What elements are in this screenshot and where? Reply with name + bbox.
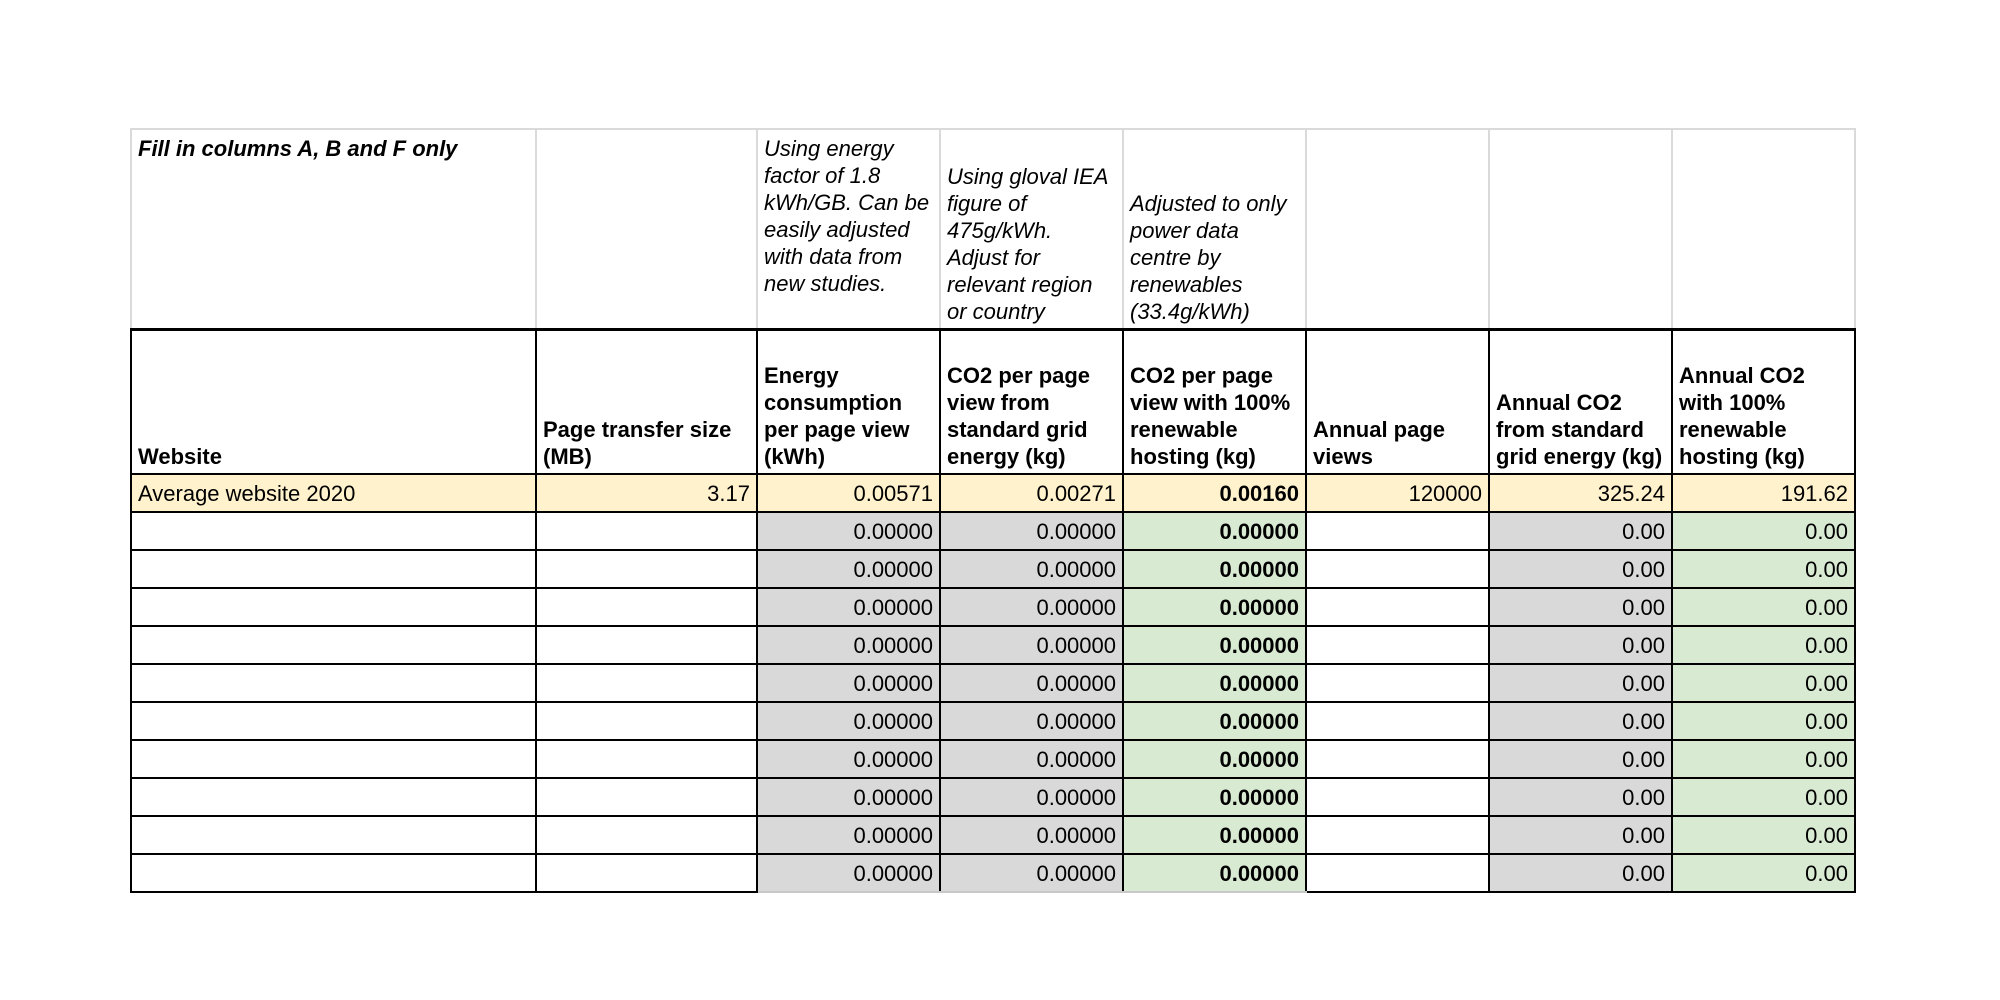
- annual-co2-renewable-cell[interactable]: 0.00: [1672, 550, 1855, 588]
- website-cell[interactable]: [131, 816, 536, 854]
- co2-grid-cell[interactable]: 0.00000: [940, 626, 1123, 664]
- energy-cell[interactable]: 0.00000: [757, 702, 940, 740]
- co2-grid-cell[interactable]: 0.00000: [940, 816, 1123, 854]
- table-row: [131, 702, 1855, 740]
- co2-renewable-cell[interactable]: 0.00000: [1123, 702, 1306, 740]
- energy-cell[interactable]: 0.00000: [757, 854, 940, 892]
- website-cell[interactable]: [131, 588, 536, 626]
- co2-grid-cell[interactable]: 0.00000: [940, 512, 1123, 550]
- co2-grid-cell[interactable]: 0.00000: [940, 664, 1123, 702]
- table-row: [131, 550, 1855, 588]
- annual-co2-renewable-cell[interactable]: 0.00: [1672, 512, 1855, 550]
- data-rows: [131, 474, 1855, 892]
- energy-cell[interactable]: 0.00000: [757, 816, 940, 854]
- annual-co2-grid-cell[interactable]: 0.00: [1489, 588, 1672, 626]
- average-website-row: [131, 474, 1855, 512]
- page-views-cell[interactable]: [1306, 626, 1489, 664]
- co2-grid-cell[interactable]: 0.00000: [940, 588, 1123, 626]
- website-cell[interactable]: [131, 702, 536, 740]
- header-co2-renewable[interactable]: CO2 per page view with 100% renewable hosting (kg): [1123, 329, 1306, 474]
- note-cell-b[interactable]: [536, 129, 757, 329]
- table-row: [131, 588, 1855, 626]
- energy-factor-note[interactable]: Using energy factor of 1.8 kWh/GB. Can be easily adjusted with data from new studies.: [757, 129, 940, 329]
- table-row: [131, 740, 1855, 778]
- page-size-cell[interactable]: [536, 512, 757, 550]
- table-row: [131, 664, 1855, 702]
- page-views-cell[interactable]: [1306, 550, 1489, 588]
- page-size-cell[interactable]: [536, 854, 757, 892]
- website-cell[interactable]: [131, 778, 536, 816]
- website-cell[interactable]: [131, 664, 536, 702]
- header-website[interactable]: Website: [131, 329, 536, 474]
- annual-co2-renewable-cell[interactable]: 0.00: [1672, 816, 1855, 854]
- annual-co2-renewable-cell[interactable]: 0.00: [1672, 588, 1855, 626]
- page-views-cell[interactable]: 120000: [1306, 474, 1489, 512]
- table-row: [131, 778, 1855, 816]
- energy-cell[interactable]: 0.00571: [757, 474, 940, 512]
- co2-renewable-cell[interactable]: 0.00160: [1123, 474, 1306, 512]
- note-cell-f[interactable]: [1306, 129, 1489, 329]
- co2-renewable-cell[interactable]: 0.00000: [1123, 626, 1306, 664]
- header-annual-page-views[interactable]: Annual page views: [1306, 329, 1489, 474]
- website-cell[interactable]: [131, 626, 536, 664]
- energy-cell[interactable]: 0.00000: [757, 664, 940, 702]
- co2-renewable-cell[interactable]: 0.00000: [1123, 512, 1306, 550]
- annual-co2-grid-cell[interactable]: 0.00: [1489, 512, 1672, 550]
- note-cell-g[interactable]: [1489, 129, 1672, 329]
- instruction-note[interactable]: Fill in columns A, B and F only: [131, 129, 536, 329]
- page-size-cell[interactable]: [536, 626, 757, 664]
- page-size-cell[interactable]: [536, 740, 757, 778]
- annual-co2-grid-cell[interactable]: 0.00: [1489, 626, 1672, 664]
- annual-co2-grid-cell[interactable]: 0.00: [1489, 702, 1672, 740]
- co2-renewable-cell[interactable]: 0.00000: [1123, 816, 1306, 854]
- annual-co2-grid-cell[interactable]: 0.00: [1489, 778, 1672, 816]
- energy-cell[interactable]: 0.00000: [757, 512, 940, 550]
- annual-co2-grid-cell[interactable]: 0.00: [1489, 854, 1672, 892]
- table-row: [131, 512, 1855, 550]
- carbon-calculator-table: [130, 128, 1856, 893]
- website-cell[interactable]: [131, 550, 536, 588]
- annual-co2-renewable-cell[interactable]: 191.62: [1672, 474, 1855, 512]
- page-views-cell[interactable]: [1306, 664, 1489, 702]
- page-views-cell[interactable]: [1306, 588, 1489, 626]
- page-size-cell[interactable]: [536, 778, 757, 816]
- website-cell[interactable]: Average website 2020: [131, 474, 536, 512]
- annual-co2-renewable-cell[interactable]: 0.00: [1672, 778, 1855, 816]
- page-size-cell[interactable]: [536, 816, 757, 854]
- co2-renewable-cell[interactable]: 0.00000: [1123, 778, 1306, 816]
- header-co2-standard-grid[interactable]: CO2 per page view from standard grid energy (kg): [940, 329, 1123, 474]
- annual-co2-grid-cell[interactable]: 0.00: [1489, 550, 1672, 588]
- page-size-cell[interactable]: [536, 550, 757, 588]
- co2-grid-cell[interactable]: 0.00271: [940, 474, 1123, 512]
- header-annual-co2-grid[interactable]: Annual CO2 from standard grid energy (kg): [1489, 329, 1672, 474]
- annual-co2-renewable-cell[interactable]: 0.00: [1672, 854, 1855, 892]
- energy-cell[interactable]: 0.00000: [757, 626, 940, 664]
- website-cell[interactable]: [131, 512, 536, 550]
- table-row: [131, 626, 1855, 664]
- annual-co2-grid-cell[interactable]: 0.00: [1489, 664, 1672, 702]
- co2-renewable-cell[interactable]: 0.00000: [1123, 664, 1306, 702]
- co2-grid-cell[interactable]: 0.00000: [940, 550, 1123, 588]
- website-cell[interactable]: [131, 854, 536, 892]
- website-cell[interactable]: [131, 740, 536, 778]
- energy-cell[interactable]: 0.00000: [757, 740, 940, 778]
- table-row: [131, 816, 1855, 854]
- co2-grid-cell[interactable]: 0.00000: [940, 854, 1123, 892]
- co2-grid-cell[interactable]: 0.00000: [940, 702, 1123, 740]
- page-views-cell[interactable]: [1306, 702, 1489, 740]
- energy-cell[interactable]: 0.00000: [757, 588, 940, 626]
- page-size-cell[interactable]: [536, 588, 757, 626]
- header-row: [131, 329, 1855, 474]
- page-views-cell[interactable]: [1306, 740, 1489, 778]
- co2-renewable-cell[interactable]: 0.00000: [1123, 854, 1306, 892]
- notes-row: [131, 129, 1855, 329]
- annual-co2-renewable-cell[interactable]: 0.00: [1672, 740, 1855, 778]
- energy-cell[interactable]: 0.00000: [757, 778, 940, 816]
- page-views-cell[interactable]: [1306, 854, 1489, 892]
- header-page-transfer-size[interactable]: Page transfer size (MB): [536, 329, 757, 474]
- energy-cell[interactable]: 0.00000: [757, 550, 940, 588]
- page-size-cell[interactable]: 3.17: [536, 474, 757, 512]
- table-row: [131, 854, 1855, 892]
- page-size-cell[interactable]: [536, 664, 757, 702]
- renewable-factor-note[interactable]: Adjusted to only power data centre by renewables (33.4g/kWh): [1123, 129, 1306, 329]
- header-annual-co2-renewable[interactable]: Annual CO2 with 100% renewable hosting (kg): [1672, 329, 1855, 474]
- page-views-cell[interactable]: [1306, 778, 1489, 816]
- annual-co2-renewable-cell[interactable]: 0.00: [1672, 664, 1855, 702]
- co2-renewable-cell[interactable]: 0.00000: [1123, 740, 1306, 778]
- header-energy-consumption[interactable]: Energy consumption per page view (kWh): [757, 329, 940, 474]
- co2-grid-cell[interactable]: 0.00000: [940, 778, 1123, 816]
- co2-renewable-cell[interactable]: 0.00000: [1123, 588, 1306, 626]
- note-cell-h[interactable]: [1672, 129, 1855, 329]
- co2-grid-cell[interactable]: 0.00000: [940, 740, 1123, 778]
- page-size-cell[interactable]: [536, 702, 757, 740]
- spreadsheet: [130, 128, 1856, 893]
- annual-co2-grid-cell[interactable]: 325.24: [1489, 474, 1672, 512]
- annual-co2-renewable-cell[interactable]: 0.00: [1672, 702, 1855, 740]
- page-views-cell[interactable]: [1306, 816, 1489, 854]
- annual-co2-grid-cell[interactable]: 0.00: [1489, 740, 1672, 778]
- page-views-cell[interactable]: [1306, 512, 1489, 550]
- co2-renewable-cell[interactable]: 0.00000: [1123, 550, 1306, 588]
- grid-factor-note[interactable]: Using gloval IEA figure of 475g/kWh. Adjust for relevant region or country: [940, 129, 1123, 329]
- annual-co2-grid-cell[interactable]: 0.00: [1489, 816, 1672, 854]
- annual-co2-renewable-cell[interactable]: 0.00: [1672, 626, 1855, 664]
